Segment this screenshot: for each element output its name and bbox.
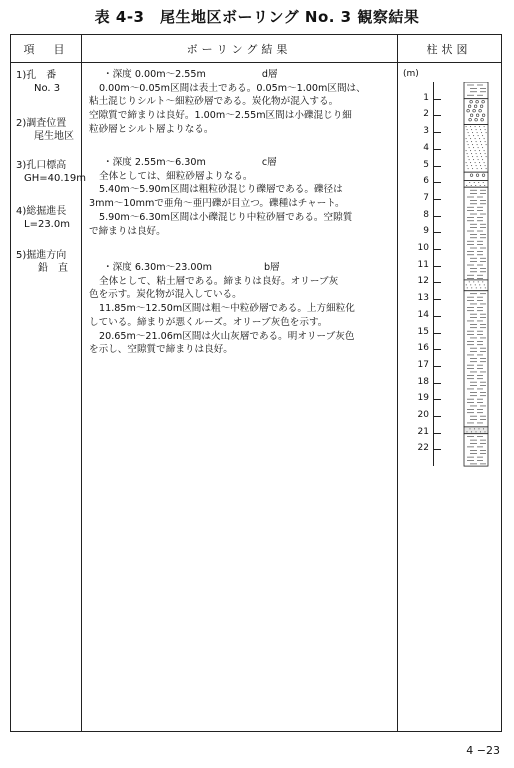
depth-unit: (m) (403, 69, 419, 79)
result-line: 5.90m〜6.30m区間は小礫混じり中粒砂層である。空隙質 (99, 211, 353, 223)
depth-tick (433, 349, 441, 350)
depth-tick (433, 366, 441, 367)
column-divider-1 (81, 35, 82, 731)
header-divider (11, 62, 501, 63)
depth-tick (433, 232, 441, 233)
depth-tick (433, 182, 441, 183)
item-value: L=23.0m (24, 219, 70, 230)
result-line: 全体として、粘土層である。締まりは良好。オリーブ灰 (99, 275, 339, 287)
result-line: 色を示す。炭化物が混入している。 (89, 289, 242, 301)
page-number: 4 −23 (466, 744, 500, 757)
depth-tick (433, 266, 441, 267)
result-line: 0.00m〜0.05m区間は表土である。0.05m〜1.00m区間は、 (99, 82, 366, 94)
result-line: 粘土混じりシルト〜細粒砂層である。炭化物が混入する。 (89, 96, 339, 108)
depth-tick (433, 333, 441, 334)
item-total-length (16, 205, 70, 231)
result-heading: ・深度 0.00m〜2.55m (103, 69, 206, 80)
depth-tick (433, 383, 441, 384)
depth-tick (433, 99, 441, 100)
result-line: 11.85m〜12.50m区間は粗〜中粒砂層である。上方細粒化 (99, 303, 355, 315)
log-layer-gravel (464, 172, 488, 180)
depth-tick-label: 9 (423, 226, 429, 237)
result-line: 20.65m〜21.06m区間は火山灰層である。明オリーブ灰色 (99, 330, 355, 342)
depth-tick (433, 282, 441, 283)
result-block-d (89, 68, 366, 137)
depth-tick-label: 15 (417, 326, 429, 337)
depth-tick (433, 299, 441, 300)
depth-tick-label: 10 (417, 243, 429, 253)
depth-tick-label: 16 (417, 343, 429, 354)
result-line: を示し、空隙質で締まりは良好。 (89, 344, 233, 356)
depth-tick-label: 3 (423, 126, 429, 137)
depth-tick (433, 216, 441, 217)
depth-tick (433, 199, 441, 200)
depth-tick-label: 14 (417, 309, 429, 320)
item-value: 尾生地区 (34, 131, 74, 142)
depth-tick-label: 1 (423, 92, 429, 103)
item-value: 鉛 直 (38, 263, 68, 274)
depth-tick (433, 416, 441, 417)
log-layer-clay (464, 187, 488, 280)
item-direction (16, 249, 68, 275)
depth-tick-label: 21 (417, 426, 429, 437)
item-label: 4)総掘進長 (16, 206, 67, 217)
depth-tick-label: 20 (417, 410, 429, 420)
result-heading: ・深度 6.30m〜23.00m (103, 262, 212, 273)
depth-tick-label: 18 (417, 376, 429, 387)
depth-tick-label: 6 (423, 176, 429, 187)
log-layer-sand (464, 125, 488, 173)
depth-tick-label: 22 (417, 443, 429, 454)
depth-tick-label: 13 (417, 293, 429, 304)
result-line: 全体としては、細粒砂層よりなる。 (99, 170, 253, 182)
header-items: 項 目 (23, 43, 69, 56)
depth-tick-label: 2 (423, 109, 429, 120)
item-location (16, 117, 74, 143)
item-value: No. 3 (34, 83, 61, 94)
depth-tick (433, 249, 441, 250)
depth-tick (433, 166, 441, 167)
result-block-b (89, 261, 355, 357)
item-label: 1)孔 番 (16, 70, 57, 81)
depth-tick (433, 149, 441, 150)
depth-tick-label: 7 (423, 192, 429, 203)
item-label: 2)調査位置 (16, 118, 67, 129)
depth-axis (433, 82, 434, 466)
log-layer-sand (464, 181, 488, 188)
result-layer: c層 (261, 157, 277, 168)
header-column: 柱状図 (426, 43, 472, 56)
depth-tick-label: 11 (417, 259, 429, 270)
result-layer: d層 (261, 69, 278, 80)
result-heading: ・深度 2.55m〜6.30m (103, 157, 206, 168)
result-layer: b層 (263, 262, 280, 273)
log-layer-sand (464, 280, 488, 291)
depth-tick-label: 17 (417, 359, 429, 370)
depth-tick-label: 5 (423, 159, 429, 170)
table-title: 表 4-3 尾生地区ボーリング No. 3 観察結果 (94, 8, 420, 26)
result-line: 5.40m〜5.90m区間は粗粒砂混じり礫層である。礫径は (99, 184, 343, 196)
log-layer-clay (464, 434, 488, 466)
header-results: ボーリング結果 (186, 43, 292, 56)
result-block-c (89, 156, 352, 238)
result-line: 3mm〜10mmで亜角〜亜円礫が目立つ。礫種はチャート。 (89, 198, 345, 210)
column-divider-2 (397, 35, 398, 731)
table-frame (10, 34, 502, 732)
log-layer-clay (464, 291, 488, 427)
depth-tick (433, 316, 441, 317)
item-label: 3)孔口標高 (16, 160, 67, 171)
depth-tick-label: 8 (423, 209, 429, 220)
item-label: 5)掘進方向 (16, 250, 67, 261)
borehole-log (463, 82, 493, 472)
depth-tick (433, 433, 441, 434)
item-borehole-number (16, 69, 60, 95)
item-value: GH=40.19m (24, 173, 87, 184)
depth-tick (433, 399, 441, 400)
depth-tick-label: 19 (417, 393, 429, 404)
item-elevation (16, 159, 86, 185)
result-line: で締まりは良好。 (89, 225, 166, 237)
result-line: 空隙質で締まりは良好。1.00m〜2.55m区間は小礫混じり細 (89, 110, 352, 122)
log-layer-gravel-sand (464, 99, 488, 125)
depth-tick-label: 4 (423, 142, 429, 153)
depth-tick (433, 115, 441, 116)
log-layer-fine-silt (464, 82, 488, 99)
depth-tick (433, 132, 441, 133)
result-line: 粒砂層とシルト層よりなる。 (89, 123, 214, 135)
depth-tick (433, 449, 441, 450)
log-layer-ash (464, 427, 488, 434)
result-line: している。締まりが悪くルーズ。オリーブ灰色を示す。 (89, 316, 328, 328)
depth-tick-label: 12 (417, 276, 429, 287)
